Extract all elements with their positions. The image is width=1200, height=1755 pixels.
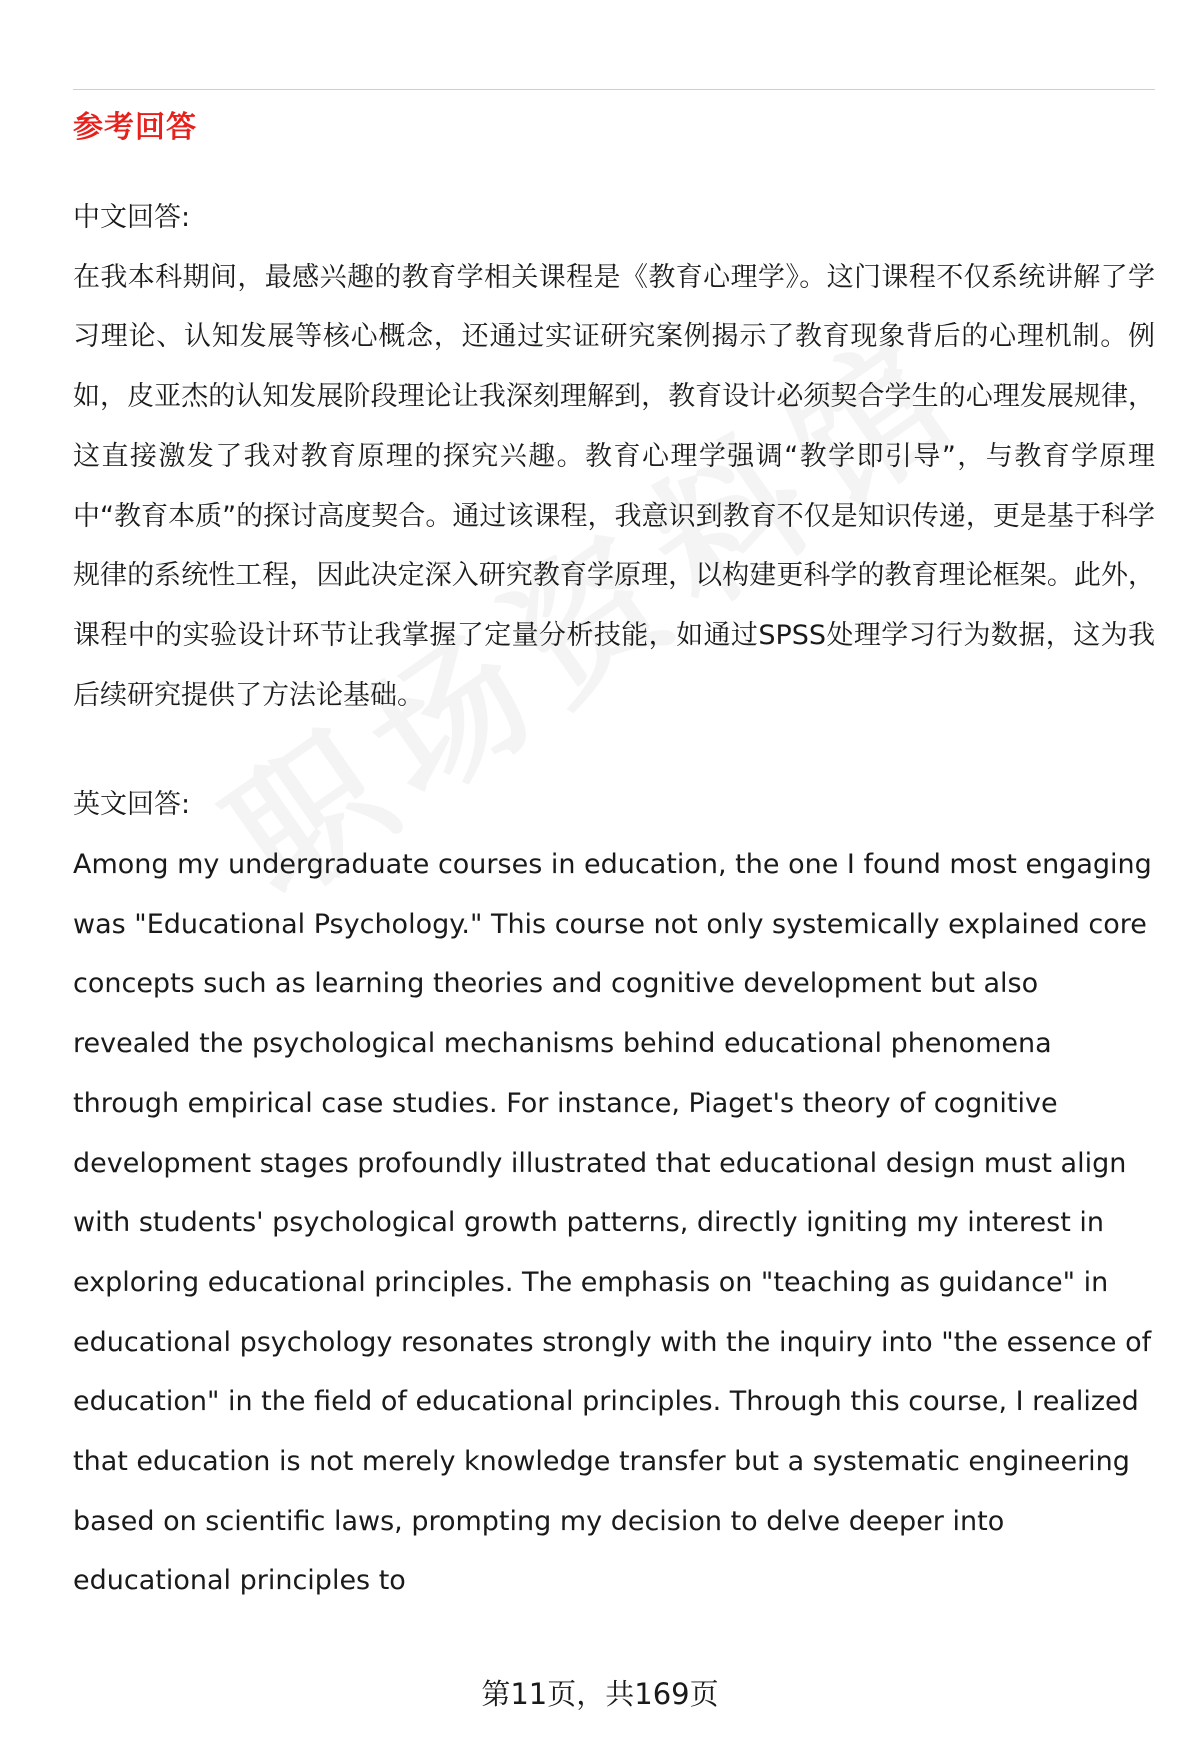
chinese-answer-label: 中文回答:	[73, 202, 191, 233]
section-spacer	[73, 725, 1155, 775]
chinese-answer-text: 在我本科期间，最感兴趣的教育学相关课程是《教育心理学》。这门课程不仅系统讲解了学习理论、认知发展等核心概念，还通过实证研究案例揭示了教育现象背后的心理机制。例如，皮亚杰的认知发展阶段理论让我深刻理解到，教育设计必须契合学生的心理发展规律，这直接激发了我对教育原理的探究兴趣。教育心理学强调“教学即引导”，与教育学原理中“教育本质”的探讨高度契合。通过该课程，我意识到教育不仅是知识传递，更是基于科学规律的系统性工程，因此决定深入研究教育学原理，以构建更科学的教育理论框架。此外，课程中的实验设计环节让我掌握了定量分析技能，如通过SPSS处理学习行为数据，这为我后续研究提供了方法论基础。	[73, 261, 1155, 711]
english-answer-text: Among my undergraduate courses in education, the one I found most engaging was "Educational Psychology." This course not only systemically explained core concepts such as learning theories and cognitive development but also revealed the psychological mechanisms behind educational phenomena through empirical case studies. For instance, Piaget's theory of cognitive development stages profoundly illustrated that educational design must align with students' psychological growth patterns, directly igniting my interest in exploring educational principles. The emphasis on "teaching as guidance" in educational psychology resonates strongly with the inquiry into "the essence of education" in the field of educational principles. Through this course, I realized that education is not merely knowledge transfer but a systematic engineering based on scientific laws, prompting my decision to delve deeper into educational principles to	[73, 849, 1152, 1597]
section-heading: 参考回答	[73, 110, 197, 145]
page-number: 第11页，共169页	[481, 1677, 719, 1711]
answer-content	[73, 188, 1155, 1611]
top-divider	[73, 89, 1155, 90]
english-answer-label: 英文回答:	[73, 789, 191, 821]
